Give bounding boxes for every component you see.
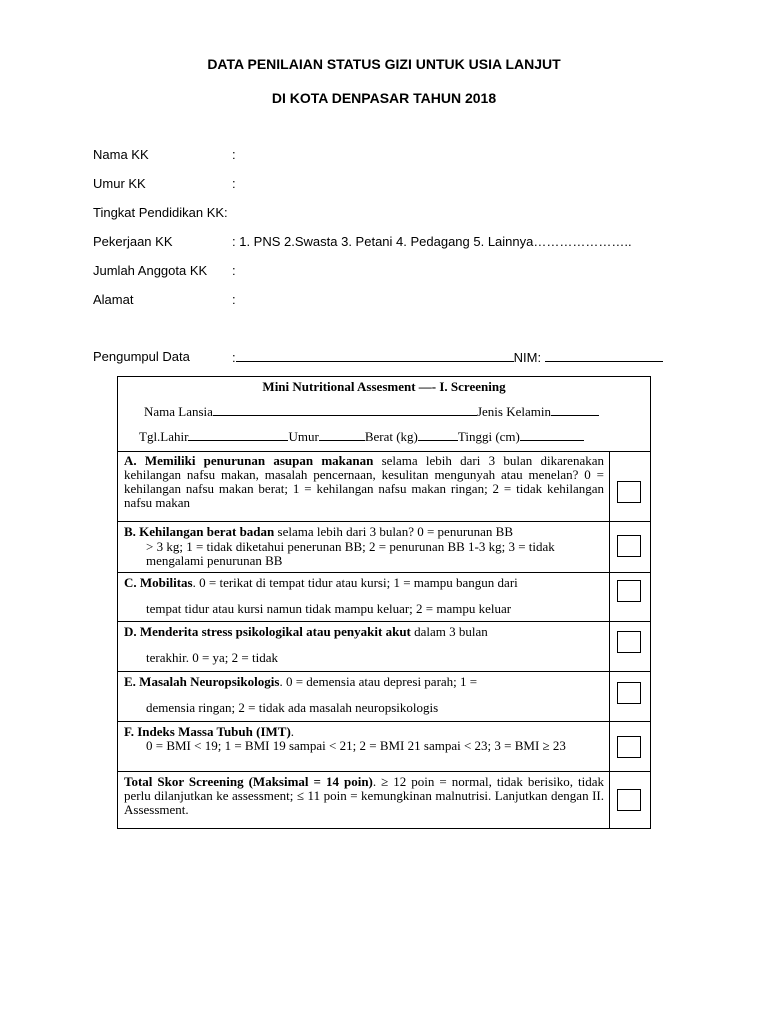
field-label: Umur KK xyxy=(93,176,146,191)
nim-label: NIM: xyxy=(513,350,542,365)
field-value: : xyxy=(232,176,236,191)
screening-item-a xyxy=(118,451,650,522)
item-title: F. Indeks Massa Tubuh (IMT) xyxy=(124,724,291,739)
score-checkbox[interactable] xyxy=(617,481,641,503)
item-text xyxy=(124,675,604,715)
item-text xyxy=(124,625,604,665)
nama-lansia-line[interactable] xyxy=(213,403,477,416)
field-value: : xyxy=(232,292,236,307)
item-description: . 0 = demensia atau depresi parah; 1 = xyxy=(279,674,478,689)
item-title: D. Menderita stress psikologikal atau penyakit akut xyxy=(124,624,411,639)
screening-item-d xyxy=(118,622,650,672)
item-text xyxy=(124,775,604,817)
tgl-lahir-line[interactable] xyxy=(188,428,288,441)
umur-label: Umur xyxy=(288,429,319,444)
item-title: E. Masalah Neuropsikologis xyxy=(124,674,280,689)
item-description: . 0 = terikat di tempat tidur atau kursi; 1 = mampu bangun dari xyxy=(192,575,518,590)
page-title: DATA PENILAIAN STATUS GIZI UNTUK USIA LANJUT xyxy=(207,56,561,72)
item-description-cont: > 3 kg; 1 = tidak diketahui penerunan BB; 2 = penurunan BB 1-3 kg; 3 = tidak mengalami penurunan BB xyxy=(146,539,555,568)
tinggi-label: Tinggi (cm) xyxy=(457,429,520,444)
item-description: selama lebih dari 3 bulan? 0 = penurunan BB xyxy=(274,524,514,539)
screening-table xyxy=(117,376,651,829)
field-label: Jumlah Anggota KK xyxy=(93,263,208,278)
berat-label: Berat (kg) xyxy=(364,429,418,444)
score-checkbox[interactable] xyxy=(617,789,641,811)
score-checkbox[interactable] xyxy=(617,736,641,758)
item-text xyxy=(124,454,604,510)
item-description-cont: 0 = BMI < 19; 1 = BMI 19 sampai < 21; 2 = BMI 21 sampai < 23; 3 = BMI ≥ 23 xyxy=(146,738,566,753)
nama-lansia-label: Nama Lansia xyxy=(144,404,213,419)
nim-blank-line[interactable] xyxy=(545,349,663,362)
screening-item-total xyxy=(118,772,650,828)
item-description-cont: demensia ringan; 2 = tidak ada masalah neuropsikologis xyxy=(146,700,439,715)
jenis-kelamin-label: Jenis Kelamin xyxy=(476,404,551,419)
field-value: : xyxy=(232,147,236,162)
item-text xyxy=(124,576,604,616)
item-description: dalam 3 bulan xyxy=(410,624,488,639)
score-checkbox[interactable] xyxy=(617,535,641,557)
field-label: Tingkat Pendidikan KK: xyxy=(93,205,228,220)
item-description-cont: tempat tidur atau kursi namun tidak mampu keluar; 2 = mampu keluar xyxy=(146,601,512,616)
field-label: Pengumpul Data xyxy=(93,349,190,364)
field-label: Pekerjaan KK xyxy=(93,234,173,249)
pengumpul-blank-line[interactable] xyxy=(236,349,514,362)
table-header xyxy=(118,377,650,452)
item-text xyxy=(124,525,604,568)
item-title: Total Skor Screening (Maksimal = 14 poin) xyxy=(124,774,373,789)
jenis-kelamin-line[interactable] xyxy=(551,403,599,416)
field-value: : 1. PNS 2.Swasta 3. Petani 4. Pedagang 5. Lainnya………………….. xyxy=(232,234,632,249)
field-label: Nama KK xyxy=(93,147,149,162)
screening-item-b xyxy=(118,522,650,573)
score-checkbox[interactable] xyxy=(617,580,641,602)
berat-line[interactable] xyxy=(418,428,458,441)
item-description-cont: terakhir. 0 = ya; 2 = tidak xyxy=(146,650,278,665)
item-description: . ≥ 12 poin = normal, tidak berisiko, tidak perlu dilanjutkan ke assessment; ≤ 11 poin = kemungkinan malnutrisi. Lanjutkan dengan II. Assessment. xyxy=(124,774,604,817)
item-title: C. Mobilitas xyxy=(124,575,193,590)
screening-item-e xyxy=(118,672,650,722)
table-title: Mini Nutritional Assesment —- I. Screening xyxy=(262,379,506,394)
screening-item-f xyxy=(118,722,650,772)
item-description: selama lebih dari 3 bulan dikarenakan kehilangan nafsu makan, masalah pencernaan, kesulitan mengunyah atau menelan? 0 = kehilangan nafsu makan berat; 1 = kehilangan nafsu makan ringan; 2 = tidak kehilangan nafsu makan xyxy=(124,453,604,510)
item-description: . xyxy=(290,724,295,739)
item-text xyxy=(124,725,604,753)
field-value: : xyxy=(232,263,236,278)
item-title: B. Kehilangan berat badan xyxy=(124,524,275,539)
umur-line[interactable] xyxy=(319,428,365,441)
tinggi-line[interactable] xyxy=(520,428,584,441)
page-subtitle: DI KOTA DENPASAR TAHUN 2018 xyxy=(271,90,497,106)
score-checkbox[interactable] xyxy=(617,631,641,653)
field-colon: : xyxy=(232,350,236,365)
tgl-lahir-label: Tgl.Lahir xyxy=(139,429,189,444)
screening-item-c xyxy=(118,573,650,622)
item-title: A. Memiliki penurunan asupan makanan xyxy=(124,453,374,468)
field-label: Alamat xyxy=(93,292,134,307)
score-checkbox[interactable] xyxy=(617,682,641,704)
